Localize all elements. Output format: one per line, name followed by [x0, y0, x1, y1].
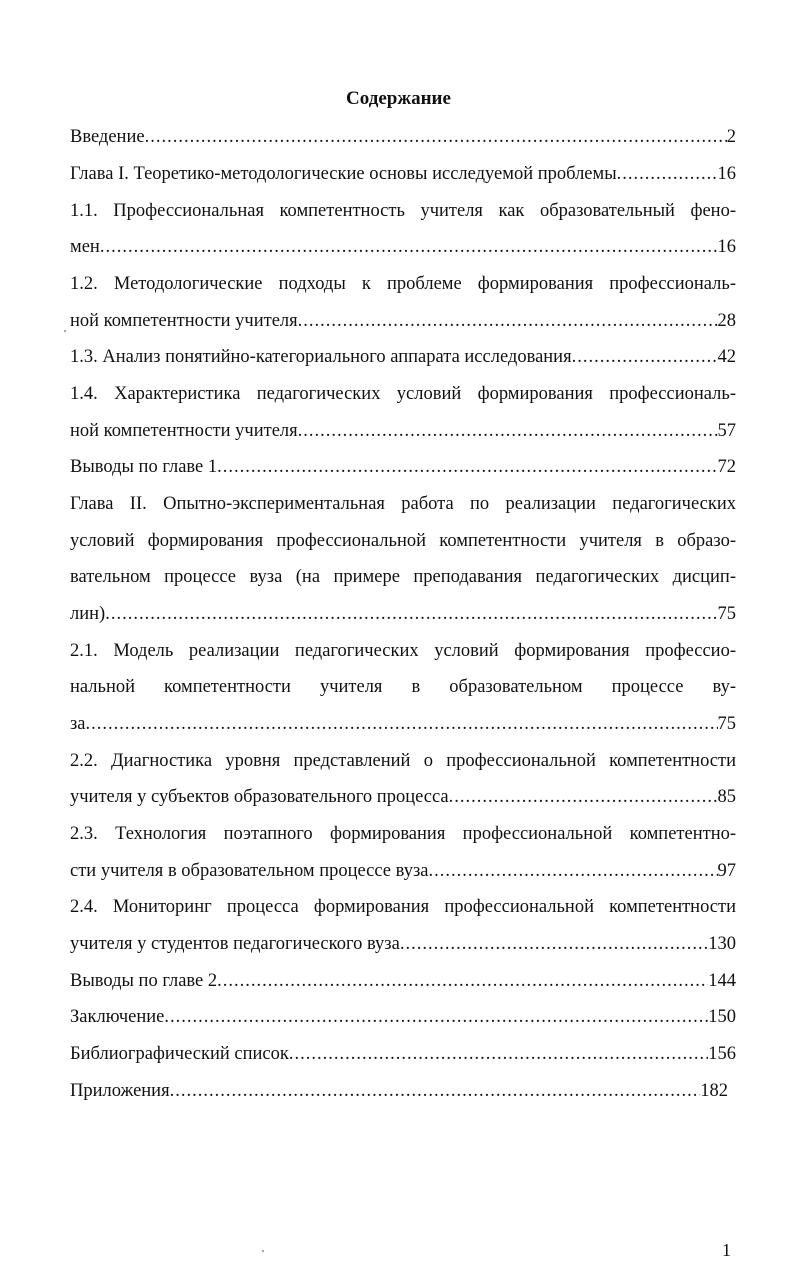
toc-page-number: 16 — [717, 237, 736, 257]
toc-page-number: 144 — [708, 971, 736, 991]
toc-entry-chapter-2 — [70, 600, 736, 628]
toc-entry-conclusions-1 — [70, 453, 736, 481]
toc-entry-1-4 — [70, 417, 736, 445]
toc-entry-text: 1.3. Анализ понятийно-категориального аппарата исследования — [70, 347, 572, 367]
toc-entry-2-2 — [70, 783, 736, 811]
toc-page-number: 156 — [708, 1044, 736, 1064]
toc-entry-text: Глава I. Теоретико-методологические основы исследуемой проблемы — [70, 164, 617, 184]
toc-leader-dots — [164, 1003, 708, 1031]
toc-entry-text: сти учителя в образовательном процессе вуза — [70, 861, 429, 881]
page-title: Содержание — [346, 88, 451, 109]
toc-leader-dots — [400, 930, 708, 958]
toc-leader-dots — [105, 600, 717, 628]
toc-page-number: 130 — [708, 934, 736, 954]
toc-entry-text: лин) — [70, 604, 106, 624]
toc-entry-text: ной компетентности учителя — [70, 311, 298, 331]
toc-entry-2-4-line: 2.4. Мониторинг процесса формирования профессиональной компетентности — [70, 897, 736, 917]
toc-entry-text: за — [70, 714, 86, 734]
page-number: 1 — [722, 1240, 731, 1260]
toc-leader-dots — [217, 967, 708, 995]
toc-entry-2-1 — [70, 710, 736, 738]
toc-page-number: 150 — [708, 1007, 736, 1027]
toc-page-number: 16 — [717, 164, 736, 184]
toc-page-number: 182 — [700, 1081, 728, 1101]
toc-entry-text: Введение — [70, 127, 145, 147]
toc-entry-intro — [70, 123, 736, 151]
toc-entry-1-2 — [70, 307, 736, 335]
toc-entry-chapter-2-line-1: Глава II. Опытно-экспериментальная работа по реализации педагогических — [70, 494, 736, 514]
toc-entry-text: Заключение — [70, 1007, 165, 1027]
toc-leader-dots — [145, 123, 727, 151]
toc-entry-appendix — [70, 1077, 728, 1105]
toc-leader-dots — [217, 453, 717, 481]
toc-entry-chapter-2-line-2: условий формирования профессиональной компетентности учителя в образо- — [70, 531, 736, 551]
toc-entry-2-4 — [70, 930, 736, 958]
toc-entry-1-2-line: 1.2. Методологические подходы к проблеме формирования профессиональ- — [70, 274, 736, 294]
toc-page-number: 57 — [717, 421, 736, 441]
toc-leader-dots — [449, 783, 718, 811]
toc-leader-dots — [429, 857, 718, 885]
toc-entry-bibliography — [70, 1040, 736, 1068]
toc-entry-chapter-1 — [70, 160, 736, 188]
scan-speck — [64, 330, 66, 332]
toc-leader-dots — [572, 343, 718, 371]
toc-page-number: 85 — [717, 787, 736, 807]
toc-leader-dots — [617, 160, 718, 188]
toc-entry-2-3 — [70, 857, 736, 885]
toc-page-number: 75 — [717, 604, 736, 624]
toc-entry-2-3-line: 2.3. Технология поэтапного формирования профессиональной компетентно- — [70, 824, 736, 844]
toc-entry-conclusions-2 — [70, 967, 736, 995]
toc-page-number: 72 — [717, 457, 736, 477]
toc-entry-2-1-line-1: 2.1. Модель реализации педагогических условий формирования профессио- — [70, 641, 736, 661]
toc-page-number: 97 — [717, 861, 736, 881]
toc-entry-1-3 — [70, 343, 736, 371]
toc-leader-dots — [86, 710, 718, 738]
toc-entry-text: Выводы по главе 2 — [70, 971, 218, 991]
toc-leader-dots — [298, 307, 718, 335]
toc-page-number: 2 — [726, 127, 736, 147]
toc-page-number: 42 — [717, 347, 736, 367]
toc-leader-dots — [289, 1040, 708, 1068]
toc-entry-text: учителя у субъектов образовательного процесса — [70, 787, 449, 807]
toc-entry-text: учителя у студентов педагогического вуза — [70, 934, 400, 954]
toc-leader-dots — [170, 1077, 701, 1105]
toc-entry-text: мен — [70, 237, 100, 257]
toc-entry-1-1 — [70, 233, 736, 261]
toc-entry-text: ной компетентности учителя — [70, 421, 298, 441]
toc-entry-conclusion — [70, 1003, 736, 1031]
toc-entry-chapter-2-line-3: вательном процессе вуза (на примере преподавания педагогических дисцип- — [70, 567, 736, 587]
toc-entry-1-1-line: 1.1. Профессиональная компетентность учителя как образовательный фено- — [70, 201, 736, 221]
scan-speck — [262, 1250, 264, 1252]
toc-page-number: 28 — [717, 311, 736, 331]
toc-leader-dots — [298, 417, 718, 445]
toc-entry-2-2-line: 2.2. Диагностика уровня представлений о профессиональной компетентности — [70, 751, 736, 771]
toc-page-number: 75 — [717, 714, 736, 734]
toc-entry-text: Выводы по главе 1 — [70, 457, 218, 477]
toc-entry-text: Библиографический список — [70, 1044, 289, 1064]
toc-entry-2-1-line-2: нальной компетентности учителя в образовательном процессе ву- — [70, 677, 736, 697]
toc-entry-1-4-line: 1.4. Характеристика педагогических условий формирования профессиональ- — [70, 384, 736, 404]
toc-entry-text: Приложения — [70, 1081, 170, 1101]
toc-leader-dots — [100, 233, 718, 261]
